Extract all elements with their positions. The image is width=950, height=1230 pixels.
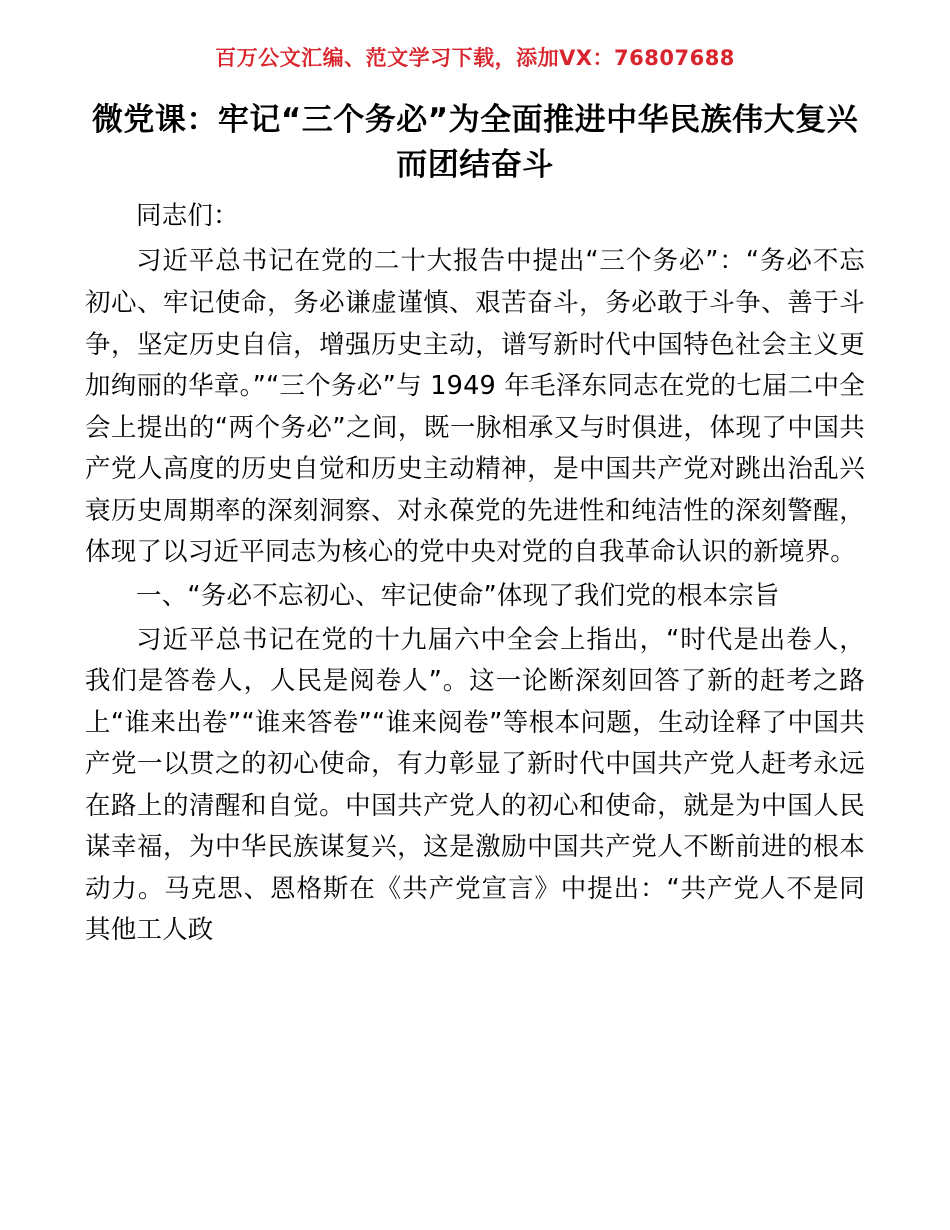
page-title: 微党课：牢记“三个务必”为全面推进中华民族伟大复兴而团结奋斗 — [91, 102, 859, 183]
watermark-banner: 百万公文汇编、范文学习下载，添加VX：76807688 — [215, 46, 735, 70]
paragraph-intro: 习近平总书记在党的二十大报告中提出“三个务必”：“务必不忘初心、牢记使命，务必谦虚谨慎、艰苦奋斗，务必敢于斗争、善于斗争，坚定历史自信，增强历史主动，谱写新时代中国特色社会主义更加绚丽的华章。”“三个务必”与 1949 年毛泽东同志在党的七届二中全会上提出的“两个务必”之间，既一脉相承又与时俱进，体现了中国共产党人高度的历史自觉和历史主动精神，是中国共产党对跳出治乱兴衰历史周期率的深刻洞察、对永葆党的先进性和纯洁性的深刻警醒，体现了以习近平同志为核心的党中央对党的自我革命认识的新境界。 — [85, 246, 865, 568]
paragraph-section-1-body: 习近平总书记在党的十九届六中全会上指出，“时代是出卷人，我们是答卷人，人民是阅卷人”。这一论断深刻回答了新的赶考之路上“谁来出卷”“谁来答卷”“谁来阅卷”等根本问题，生动诠释了中国共产党一以贯之的初心使命，有力彰显了新时代中国共产党人赶考永远在路上的清醒和自觉。中国共产党人的初心和使命，就是为中国人民谋幸福，为中华民族谋复兴，这是激励中国共产党人不断前进的根本动力。马克思、恩格斯在《共产党宣言》中提出：“共产党人不是同其他工人政 — [85, 624, 865, 946]
salutation: 同志们： — [136, 200, 239, 231]
paragraph-section-heading-1: 一、“务必不忘初心、牢记使命”体现了我们党的根本宗旨 — [136, 580, 780, 611]
